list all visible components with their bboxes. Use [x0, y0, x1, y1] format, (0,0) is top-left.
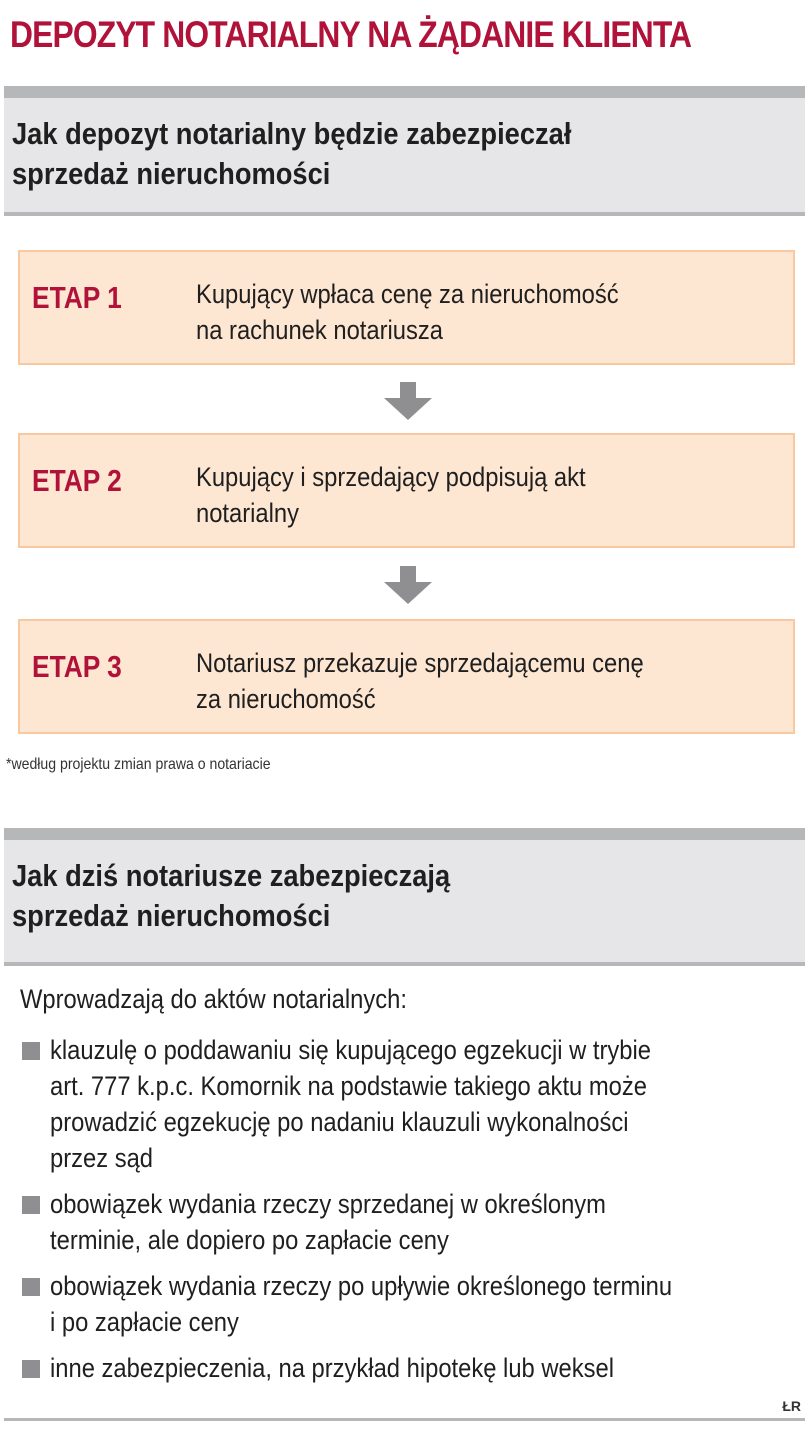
- list-item-text: klauzulę o poddawaniu się kupującego egzekucji w trybie art. 777 k.p.c. Komornik na podstawie takiego aktu może prowadzić egzekucję po nadaniu klauzuli wykonalności przez sąd: [50, 1035, 651, 1173]
- arrow-down-icon: [382, 382, 434, 420]
- list-intro: Wprowadzają do aktów notarialnych:: [20, 984, 407, 1014]
- stage-text: Notariusz przekazuje sprzedającemu cenę za nieruchomość: [196, 648, 644, 714]
- section-heading: Jak dziś notariusze zabezpieczają sprzedaż nieruchomości: [12, 858, 451, 933]
- list-item: [20, 1268, 800, 1340]
- square-bullet-icon: [22, 1360, 40, 1378]
- stage-box: [18, 250, 795, 365]
- arrow-down-icon: [382, 566, 434, 604]
- section-heading: Jak depozyt notarialny będzie zabezpieczał sprzedaż nieruchomości: [12, 116, 572, 191]
- page-title: DEPOZYT NOTARIALNY NA ŻĄDANIE KLIENTA: [10, 14, 692, 55]
- section-header-future: [4, 86, 805, 216]
- stage-label: ETAP 1: [32, 280, 122, 315]
- stage-label: ETAP 3: [32, 649, 122, 684]
- list-item: [20, 1350, 800, 1386]
- square-bullet-icon: [22, 1278, 40, 1296]
- stage-box: [18, 433, 795, 548]
- list-item-text: inne zabezpieczenia, na przykład hipotekę lub weksel: [50, 1353, 614, 1383]
- stage-label: ETAP 2: [32, 463, 122, 498]
- footnote: *według projektu zmian prawa o notariacie: [6, 756, 271, 773]
- list-item: [20, 1032, 800, 1176]
- square-bullet-icon: [22, 1196, 40, 1214]
- stage-text: Kupujący wpłaca cenę za nieruchomość na rachunek notariusza: [196, 279, 619, 345]
- bottom-divider: [4, 1418, 805, 1421]
- list-item-text: obowiązek wydania rzeczy po upływie określonego terminu i po zapłacie ceny: [50, 1271, 673, 1337]
- list-item-text: obowiązek wydania rzeczy sprzedanej w określonym terminie, ale dopiero po zapłacie ceny: [50, 1189, 606, 1255]
- list-item: [20, 1186, 800, 1258]
- author-credit: ŁR: [782, 1398, 801, 1414]
- security-list: [20, 1032, 800, 1396]
- section-header-current: [4, 828, 805, 966]
- square-bullet-icon: [22, 1042, 40, 1060]
- stage-text: Kupujący i sprzedający podpisują akt notarialny: [196, 462, 586, 528]
- stage-box: [18, 619, 795, 734]
